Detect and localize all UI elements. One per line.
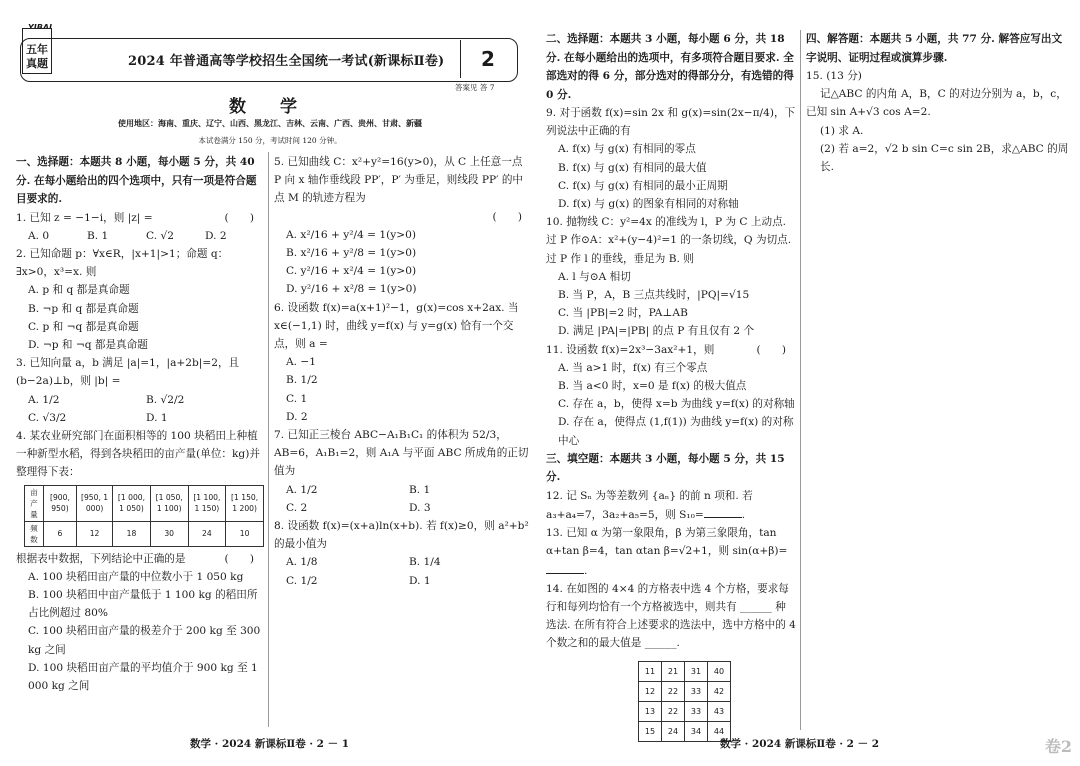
question-14: 14. 在如图的 4×4 的方格表中选 4 个方格，要求每行和每列均恰有一个方格被选中，则共有 ______ 种选法. 在所有符合上述要求的选法中，选中方格中的 4 个数之和的最大值是 ______. [546,582,796,650]
grid-cell: 15 [639,721,662,741]
table-row [639,661,731,681]
q8-options-cd [274,572,532,590]
q5-paren: ( ) [492,210,522,223]
grid-cell: 44 [708,721,731,741]
table-row [639,681,731,701]
q7-option-c: C. 2 [286,501,308,514]
column-1 [16,153,264,695]
question-4: 4. 某农业研究部门在面积相等的 100 块稻田上种植一种新型水稻，得到各块稻田的亩产量(单位：kg)并整理得下表： [16,429,260,479]
grid-cell: 40 [708,661,731,681]
q9-option-d: D. f(x) 与 g(x) 的图象有相同的对称轴 [558,198,739,211]
answer-blank [704,505,742,518]
table-cell: 频数 [25,521,44,546]
section-1-heading: 一、选择题：本题共 8 小题，每小题 5 分，共 40 分. 在每小题给出的四个选项中，只有一项是符合题目要求的. [16,156,257,205]
q10-option-d: D. 满足 |PA|=|PB| 的点 P 有且仅有 2 个 [558,325,755,338]
column-divider [800,30,801,730]
q5-option-c: C. y²/16 + x²/4 = 1(y>0) [286,265,417,278]
table-row [639,701,731,721]
q8-option-c: C. 1/2 [286,574,318,587]
q2-option-c: C. p 和 ¬q 都是真命题 [28,320,139,333]
q6-option-c: C. 1 [286,392,308,405]
grid-cell: 33 [685,701,708,721]
q2-option-a: A. p 和 q 都是真命题 [28,284,130,297]
exam-title: 2024 年普通高等学校招生全国统一考试(新课标Ⅱ卷) [128,54,445,69]
q8-option-b: B. 1/4 [409,556,441,569]
table-row [25,485,264,521]
q4-option-b: B. 100 块稻田中亩产量低于 1 100 kg 的稻田所占比例超过 80% [28,588,258,620]
q3-option-d: D. 1 [146,411,168,424]
score-note: 本试卷满分 150 分，考试时间 120 分钟。 [198,136,342,145]
q3-option-c: C. √3/2 [28,411,67,424]
footer-right: 数学 · 2024 新课标Ⅱ卷 · 2 － 2 [720,738,880,750]
question-2: 2. 已知命题 p：∀x∈R，|x+1|>1；命题 q：∃x>0，x³=x. 则 [16,247,229,279]
grid-cell: 11 [639,661,662,681]
table-cell: 24 [188,521,226,546]
question-15: 15. (13 分) [806,70,862,82]
section-2-heading: 二、选择题：本题共 3 小题，每小题 6 分，共 18 分. 在每小题给出的选项中，有多项符合题目要求. 全部选对的得 6 分，部分选对的得部分分，有选错的得 0 分. [546,33,794,101]
q4-stem: 根据表中数据，下列结论中正确的是 ( ) [16,552,254,565]
q8-options-ab [274,553,532,571]
q2-option-d: D. ¬p 和 ¬q 都是真命题 [28,338,148,351]
q10-option-a: A. l 与⊙A 相切 [558,270,631,283]
table-header-cell: [1 050, 1 100) [150,485,188,521]
yield-table [24,485,264,547]
q1-options [16,227,264,245]
series-logo: 五年真题 [22,28,52,74]
table-header-cell: [1 150, 1 200) [226,485,264,521]
table-cell: 10 [226,521,264,546]
q15-part-1: (1) 求 A. [820,124,864,137]
q3-option-b: B. √2/2 [146,393,185,406]
q9-option-c: C. f(x) 与 g(x) 有相同的最小正周期 [558,179,728,192]
volume-watermark: 卷2 [1044,737,1072,756]
footer-left: 数学 · 2024 新课标Ⅱ卷 · 2 － 1 [190,738,350,750]
column-4 [806,30,1071,176]
q3-options-ab [16,391,264,409]
table-cell: 30 [150,521,188,546]
q9-option-b: B. f(x) 与 g(x) 有相同的最大值 [558,161,707,174]
q7-option-a: A. 1/2 [286,483,318,496]
q8-option-d: D. 1 [409,574,431,587]
grid-cell: 24 [662,721,685,741]
column-2 [274,153,532,590]
section-4-heading: 四、解答题：本题共 5 小题，共 77 分. 解答应写出文字说明、证明过程或演算步骤. [806,33,1063,64]
table-cell: 18 [113,521,151,546]
q8-option-a: A. 1/8 [286,556,318,569]
grid-cell: 33 [685,681,708,701]
q2-option-b: B. ¬p 和 q 都是真命题 [28,302,139,315]
usage-regions: 使用地区：海南、重庆、辽宁、山西、黑龙江、吉林、云南、广西、贵州、甘肃、新疆 [118,119,422,128]
q7-options-cd [274,499,532,517]
grid-cell: 13 [639,701,662,721]
question-3: 3. 已知向量 a，b 满足 |a|=1，|a+2b|=2，且 (b−2a)⊥b，则 |b| = [16,357,240,388]
q1-option-b: B. 1 [87,229,109,242]
table-header-cell: [950, 1 000) [77,485,113,521]
q10-option-c: C. 当 |PB|=2 时，PA⊥AB [558,307,688,320]
q15-stem: 记△ABC 的内角 A，B，C 的对边分别为 a，b，c，已知 sin A+√3 cos A=2. [806,88,1067,119]
grid-cell: 43 [708,701,731,721]
question-11: 11. 设函数 f(x)=2x³−3ax²+1，则 ( ) [546,343,786,356]
q11-option-a: A. 当 a>1 时，f(x) 有三个零点 [558,361,708,374]
q1-option-d: D. 2 [205,229,227,242]
question-7: 7. 已知正三棱台 ABC−A₁B₁C₁ 的体积为 52/3，AB=6，A₁B₁=2，则 A₁A 与平面 ABC 所成角的正切值为 [274,429,529,478]
column-3 [546,30,796,742]
answer-blank [546,561,584,574]
section-3-heading: 三、填空题：本题共 3 小题，每小题 5 分，共 15 分. [546,452,785,484]
q6-option-d: D. 2 [286,410,308,423]
table-header-cell: [1 100, 1 150) [188,485,226,521]
q3-options-cd [16,409,264,427]
question-5: 5. 已知曲线 C：x²+y²=16(y>0)，从 C 上任意一点 P 向 x 轴作垂线段 PP′，P′ 为垂足，则线段 PP′ 的中点 M 的轨迹方程为 [274,156,524,205]
q11-option-c: C. 存在 a，b，使得 x=b 为曲线 y=f(x) 的对称轴 [558,398,795,411]
q1-option-c: C. √2 [146,229,174,242]
grid-cell: 34 [685,721,708,741]
grid-cell: 31 [685,661,708,681]
exam-number: 2 [460,40,515,78]
right-page [540,0,1080,766]
question-6: 6. 设函数 f(x)=a(x+1)²−1，g(x)=cos x+2ax. 当 x∈(−1,1) 时，曲线 y=f(x) 与 y=g(x) 恰有一个交点，则 a = [274,301,519,351]
q5-option-b: B. x²/16 + y²/8 = 1(y>0) [286,247,417,260]
question-10: 10. 抛物线 C：y²=4x 的准线为 l，P 为 C 上动点. 过 P 作⊙A：x²+(y−4)²=1 的一条切线，Q 为切点. 过 P 作 l 的垂线，垂足为 B. 则 [546,216,792,265]
q4-option-c: C. 100 块稻田亩产量的极差介于 200 kg 至 300 kg 之间 [28,625,261,656]
q11-option-d: D. 存在 a，使得点 (1,f(1)) 为曲线 y=f(x) 的对称中心 [558,416,794,447]
question-8: 8. 设函数 f(x)=(x+a)ln(x+b). 若 f(x)≥0，则 a²+b² 的最小值为 [274,520,529,551]
table-header-cell: 亩产量 [25,485,44,521]
column-divider [268,152,269,727]
q4-option-a: A. 100 块稻田亩产量的中位数小于 1 050 kg [28,570,244,583]
q4-option-d: D. 100 块稻田亩产量的平均值介于 900 kg 至 1 000 kg 之间 [28,661,258,692]
q11-option-b: B. 当 a<0 时，x=0 是 f(x) 的极大值点 [558,380,747,393]
q5-option-a: A. x²/16 + y²/4 = 1(y>0) [286,228,417,241]
question-12: 12. 记 Sₙ 为等差数列 {aₙ} 的前 n 项和. 若 a₃+a₄=7，3a₂+a₅=5，则 S₁₀= . [546,489,753,522]
q9-option-a: A. f(x) 与 g(x) 有相同的零点 [558,143,696,156]
q7-option-d: D. 3 [409,501,431,514]
grid-cell: 12 [639,681,662,701]
table-header-cell: [1 000, 1 050) [113,485,151,521]
grid-cell: 21 [662,661,685,681]
q15-part-2: (2) 若 a=2，√2 b sin C=c sin 2B，求△ABC 的周长. [820,142,1069,174]
grid-cell: 22 [662,681,685,701]
grid-cell: 42 [708,681,731,701]
q6-option-b: B. 1/2 [286,374,318,387]
table-row [639,721,731,741]
answer-reference: 答案见 答 7 [455,83,495,92]
question-9: 9. 对于函数 f(x)=sin 2x 和 g(x)=sin(2x−π/4)，下列说法中正确的有 [546,107,796,138]
q7-option-b: B. 1 [409,483,431,496]
q1-option-a: A. 0 [28,229,50,242]
q6-option-a: A. −1 [286,356,317,369]
question-13: 13. 已知 α 为第一象限角，β 为第三象限角，tan α+tan β=4，tan αtan β=√2+1，则 sin(α+β)=. [546,527,788,577]
table-cell: 6 [43,521,76,546]
table-cell: 12 [77,521,113,546]
question-1: 1. 已知 z = −1−i，则 |z| = ( ) [16,211,254,224]
table-header-cell: [900, 950) [43,485,76,521]
q5-option-d: D. y²/16 + x²/8 = 1(y>0) [286,283,417,296]
grid-cell: 22 [662,701,685,721]
subject-title: 数 学 [229,97,311,117]
q10-option-b: B. 当 P，A，B 三点共线时，|PQ|=√15 [558,289,750,302]
number-grid [638,661,731,742]
table-row [25,521,264,546]
q7-options-ab [274,481,532,499]
q3-option-a: A. 1/2 [28,393,60,406]
